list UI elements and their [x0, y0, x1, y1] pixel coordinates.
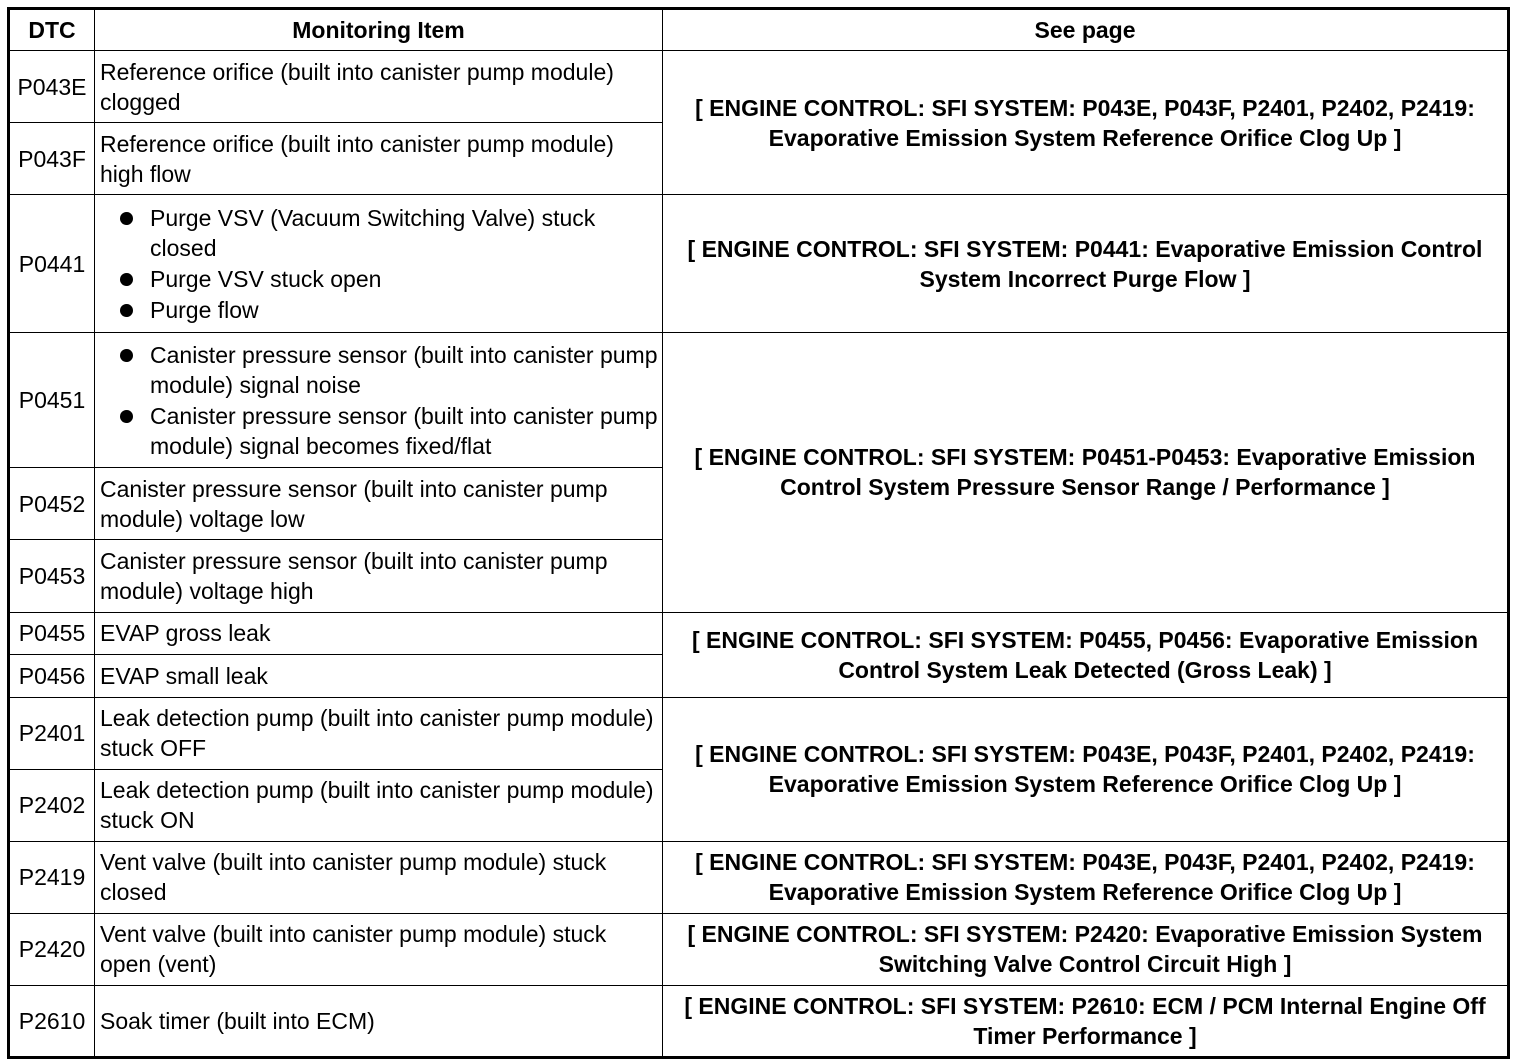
monitoring-item: Reference orifice (built into canister pump module) clogged — [95, 51, 663, 123]
see-page-link[interactable]: [ ENGINE CONTROL: SFI SYSTEM: P0455, P0456: Evaporative Emission Control System Leak Detected (Gross Leak) ] — [663, 612, 1509, 697]
header-monitoring-item: Monitoring Item — [95, 9, 663, 51]
table-row — [9, 333, 1509, 468]
monitoring-item: Vent valve (built into canister pump module) stuck open (vent) — [95, 913, 663, 985]
dtc-code: P2401 — [9, 697, 95, 769]
see-page-link[interactable]: [ ENGINE CONTROL: SFI SYSTEM: P0441: Evaporative Emission Control System Incorrect Purge Flow ] — [663, 195, 1509, 333]
monitoring-item — [95, 195, 663, 333]
dtc-code: P2402 — [9, 769, 95, 841]
table-row — [9, 841, 1509, 913]
dtc-code: P0452 — [9, 468, 95, 540]
bullet-text: Purge VSV stuck open — [150, 265, 382, 292]
bullet-list — [100, 340, 658, 461]
bullet-icon — [120, 410, 133, 423]
header-see-page: See page — [663, 9, 1509, 51]
monitoring-item: Reference orifice (built into canister pump module) high flow — [95, 123, 663, 195]
bullet-item — [100, 340, 658, 400]
monitoring-item: Leak detection pump (built into canister pump module) stuck OFF — [95, 697, 663, 769]
table-row — [9, 913, 1509, 985]
bullet-icon — [120, 304, 133, 317]
dtc-table — [7, 7, 1510, 1059]
bullet-icon — [120, 212, 133, 225]
see-page-link[interactable]: [ ENGINE CONTROL: SFI SYSTEM: P2420: Evaporative Emission System Switching Valve Control Circuit High ] — [663, 913, 1509, 985]
table-row — [9, 51, 1509, 123]
dtc-code: P0451 — [9, 333, 95, 468]
dtc-code: P2420 — [9, 913, 95, 985]
bullet-text: Purge flow — [150, 296, 259, 323]
bullet-icon — [120, 273, 133, 286]
table-row — [9, 195, 1509, 333]
dtc-code: P2419 — [9, 841, 95, 913]
see-page-link[interactable]: [ ENGINE CONTROL: SFI SYSTEM: P043E, P043F, P2401, P2402, P2419: Evaporative Emission System Reference Orifice Clog Up ] — [663, 841, 1509, 913]
bullet-text: Canister pressure sensor (built into canister pump module) signal noise — [150, 341, 658, 398]
bullet-item — [100, 295, 658, 325]
header-dtc: DTC — [9, 9, 95, 51]
table-row — [9, 697, 1509, 769]
dtc-code: P2610 — [9, 985, 95, 1057]
monitoring-item: EVAP small leak — [95, 654, 663, 697]
bullet-list — [100, 203, 658, 325]
monitoring-item — [95, 333, 663, 468]
header-row — [9, 9, 1509, 51]
bullet-text: Canister pressure sensor (built into canister pump module) signal becomes fixed/flat — [150, 402, 658, 459]
dtc-code: P0455 — [9, 612, 95, 654]
see-page-link[interactable]: [ ENGINE CONTROL: SFI SYSTEM: P043E, P043F, P2401, P2402, P2419: Evaporative Emission System Reference Orifice Clog Up ] — [663, 51, 1509, 195]
monitoring-item: Vent valve (built into canister pump module) stuck closed — [95, 841, 663, 913]
see-page-link[interactable]: [ ENGINE CONTROL: SFI SYSTEM: P043E, P043F, P2401, P2402, P2419: Evaporative Emission System Reference Orifice Clog Up ] — [663, 697, 1509, 841]
see-page-link[interactable]: [ ENGINE CONTROL: SFI SYSTEM: P0451-P0453: Evaporative Emission Control System Pressure Sensor Range / Performance ] — [663, 333, 1509, 612]
monitoring-item: Leak detection pump (built into canister pump module) stuck ON — [95, 769, 663, 841]
bullet-icon — [120, 349, 133, 362]
dtc-code: P0441 — [9, 195, 95, 333]
bullet-text: Purge VSV (Vacuum Switching Valve) stuck closed — [150, 204, 596, 261]
table-row — [9, 985, 1509, 1057]
table-row — [9, 612, 1509, 654]
dtc-code: P043F — [9, 123, 95, 195]
see-page-link[interactable]: [ ENGINE CONTROL: SFI SYSTEM: P2610: ECM / PCM Internal Engine Off Timer Performance ] — [663, 985, 1509, 1057]
monitoring-item: Soak timer (built into ECM) — [95, 985, 663, 1057]
bullet-item — [100, 264, 658, 294]
monitoring-item: Canister pressure sensor (built into canister pump module) voltage low — [95, 468, 663, 540]
dtc-code: P043E — [9, 51, 95, 123]
bullet-item — [100, 401, 658, 461]
dtc-code: P0453 — [9, 540, 95, 612]
monitoring-item: Canister pressure sensor (built into canister pump module) voltage high — [95, 540, 663, 612]
monitoring-item: EVAP gross leak — [95, 612, 663, 654]
dtc-code: P0456 — [9, 654, 95, 697]
bullet-item — [100, 203, 658, 263]
